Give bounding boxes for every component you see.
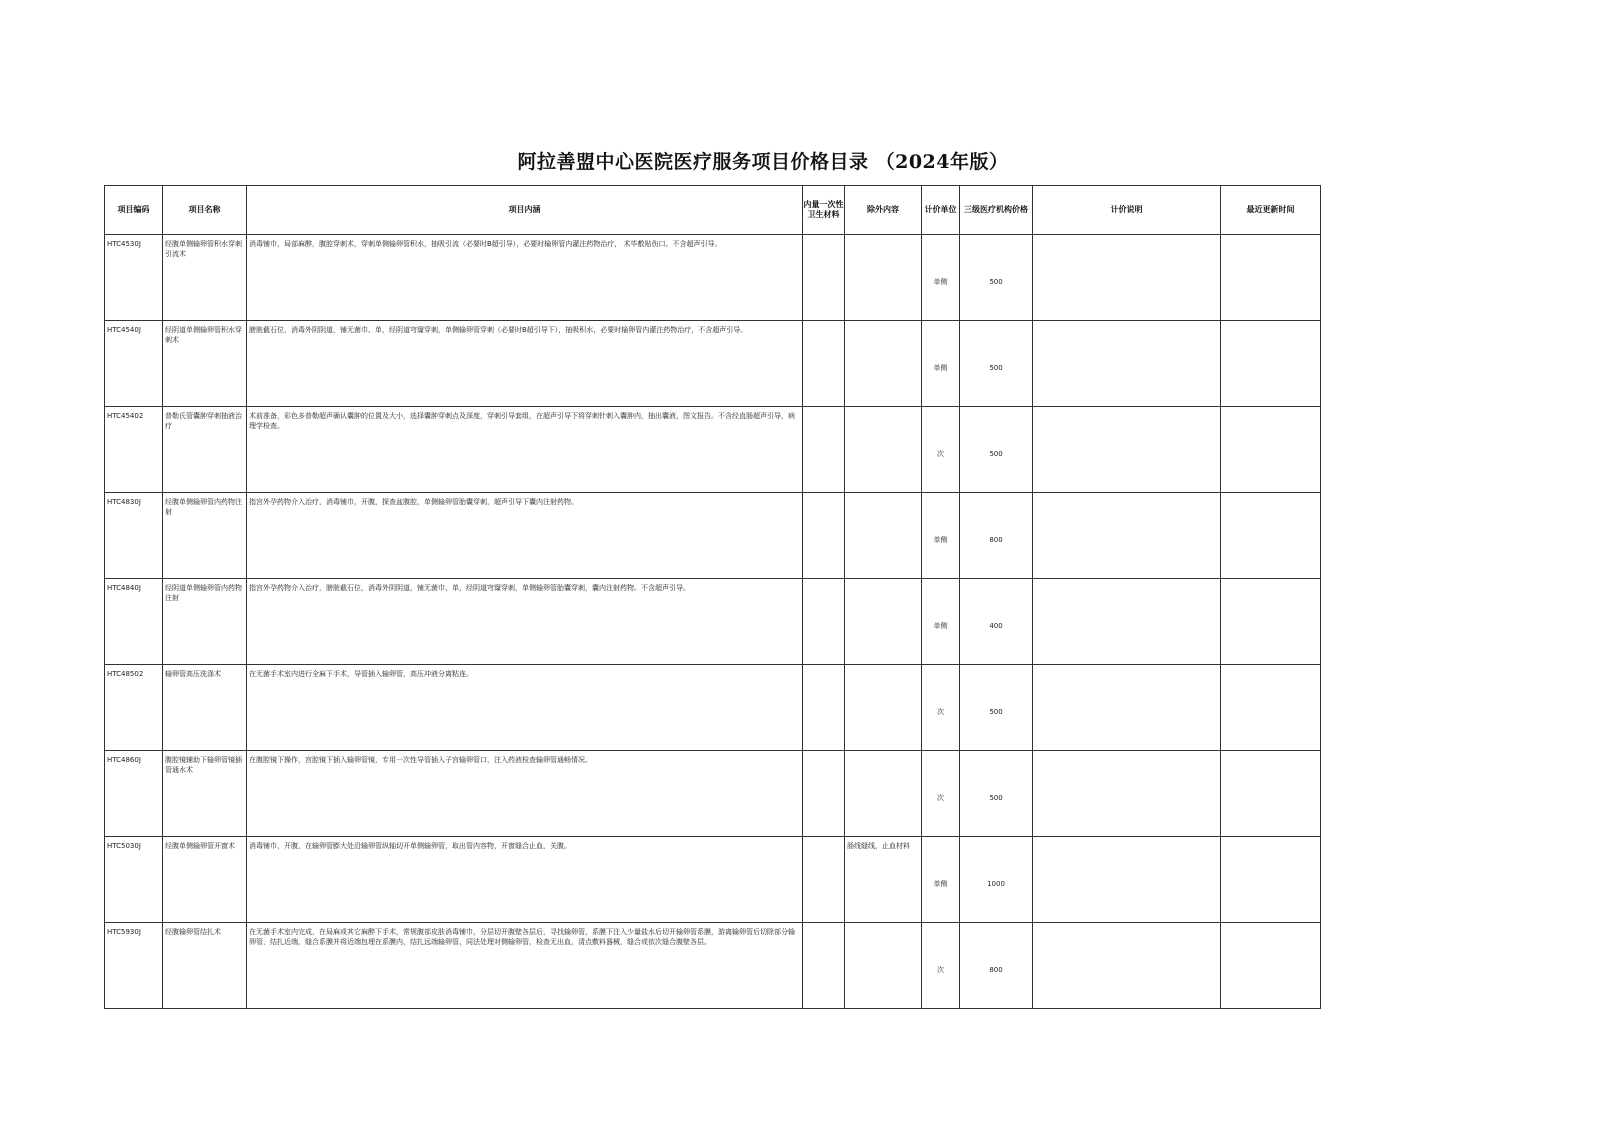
cell-updated	[1221, 923, 1321, 1009]
cell-excluded	[845, 665, 922, 751]
table-row	[105, 235, 1321, 321]
cell-updated	[1221, 235, 1321, 321]
price-table	[104, 185, 1321, 1009]
cell-excluded	[845, 321, 922, 407]
cell-note	[1033, 235, 1221, 321]
cell-name: 腹腔镜辅助下输卵管镜插管通水术	[163, 751, 247, 837]
table-row	[105, 493, 1321, 579]
cell-updated	[1221, 665, 1321, 751]
cell-name: 经腹单侧输卵管积水穿刺引流术	[163, 235, 247, 321]
cell-name: 经腹单侧输卵管内药物注射	[163, 493, 247, 579]
cell-code: HTC45402	[105, 407, 163, 493]
cell-updated	[1221, 751, 1321, 837]
cell-unit: 单侧	[922, 235, 960, 321]
cell-unit: 次	[922, 665, 960, 751]
cell-content: 在无菌手术室内进行全麻下手术，导管插入输卵管，高压冲液分离粘连。	[247, 665, 803, 751]
cell-consumable	[803, 321, 845, 407]
cell-content: 消毒铺巾，开腹，在输卵管膨大处沿输卵管纵轴切开单侧输卵管，取出管内容物，开窗缝合止血，关腹。	[247, 837, 803, 923]
cell-name: 经阴道单侧输卵管积水穿刺术	[163, 321, 247, 407]
cell-code: HTC4540J	[105, 321, 163, 407]
table-row	[105, 923, 1321, 1009]
cell-name: 经腹输卵管结扎术	[163, 923, 247, 1009]
cell-content: 在腹腔镜下操作，宫腔镜下插入输卵管镜，专用一次性导管插入子宫输卵管口，注入药液检查输卵管通畅情况。	[247, 751, 803, 837]
cell-note	[1033, 837, 1221, 923]
cell-price: 500	[960, 751, 1033, 837]
cell-unit: 单侧	[922, 837, 960, 923]
cell-unit: 单侧	[922, 321, 960, 407]
cell-updated	[1221, 837, 1321, 923]
cell-excluded	[845, 751, 922, 837]
cell-note	[1033, 923, 1221, 1009]
header-unit: 计价单位	[922, 186, 960, 235]
cell-note	[1033, 321, 1221, 407]
cell-excluded	[845, 579, 922, 665]
cell-note	[1033, 493, 1221, 579]
cell-excluded	[845, 493, 922, 579]
table-row	[105, 579, 1321, 665]
cell-excluded	[845, 407, 922, 493]
cell-content: 膀胱截石位，消毒外阴阴道，铺无菌巾、单，经阴道穹窿穿刺，单侧输卵管穿刺（必要时B超引导下），抽吸积水，必要时输卵管内灌注药物治疗，不含超声引导。	[247, 321, 803, 407]
cell-note	[1033, 665, 1221, 751]
cell-price: 400	[960, 579, 1033, 665]
cell-note	[1033, 579, 1221, 665]
cell-unit: 次	[922, 407, 960, 493]
cell-price: 800	[960, 493, 1033, 579]
cell-updated	[1221, 493, 1321, 579]
cell-unit: 单侧	[922, 579, 960, 665]
cell-code: HTC5930J	[105, 923, 163, 1009]
cell-note	[1033, 407, 1221, 493]
header-updated: 最近更新时间	[1221, 186, 1321, 235]
cell-name: 输卵管高压洗涤术	[163, 665, 247, 751]
cell-consumable	[803, 235, 845, 321]
cell-consumable	[803, 493, 845, 579]
page-title: 阿拉善盟中心医院医疗服务项目价格目录 （2024年版）	[517, 151, 1009, 173]
header-content: 项目内涵	[247, 186, 803, 235]
cell-price: 500	[960, 321, 1033, 407]
cell-updated	[1221, 579, 1321, 665]
cell-consumable	[803, 751, 845, 837]
table-header-row	[105, 186, 1321, 235]
cell-price: 500	[960, 665, 1033, 751]
cell-consumable	[803, 923, 845, 1009]
table-row	[105, 407, 1321, 493]
table-row	[105, 751, 1321, 837]
cell-content: 术前准备，彩色多普勒超声确认囊肿的位置及大小，选择囊肿穿刺点及深度，穿刺引导套组，在超声引导下将穿刺针刺入囊肿内，抽出囊液，图文报告。不含经直肠超声引导，病理学检查。	[247, 407, 803, 493]
cell-name: 经阴道单侧输卵管内药物注射	[163, 579, 247, 665]
cell-consumable	[803, 665, 845, 751]
cell-consumable	[803, 407, 845, 493]
cell-content: 在无菌手术室内完成，在局麻或其它麻醉下手术，常规腹部皮肤消毒铺巾，分层切开腹壁各层后，寻找输卵管，系膜下注入少量盐水后切开输卵管系膜，游离输卵管后切除部分输卵管，结扎近端，缝合系膜并将近端包埋在系膜内，结扎远端输卵管，同法处理对侧输卵管，检查无出血，清点敷料器械，缝合或依次缝合腹壁各层。	[247, 923, 803, 1009]
cell-price: 500	[960, 235, 1033, 321]
cell-code: HTC4860J	[105, 751, 163, 837]
header-price: 三级医疗机构价格	[960, 186, 1033, 235]
cell-content: 指宫外孕药物介入治疗，消毒铺巾，开腹，探查盆腹腔，单侧输卵管胎囊穿刺，超声引导下囊内注射药物。	[247, 493, 803, 579]
header-code: 项目编码	[105, 186, 163, 235]
table-row	[105, 665, 1321, 751]
cell-code: HTC48502	[105, 665, 163, 751]
table-row	[105, 837, 1321, 923]
cell-content: 指宫外孕药物介入治疗，膀胱截石位，消毒外阴阴道，铺无菌巾、单，经阴道穹窿穿刺，单侧输卵管胎囊穿刺，囊内注射药物。不含超声引导。	[247, 579, 803, 665]
table-row	[105, 321, 1321, 407]
header-consumable: 内量一次性卫生材料	[803, 186, 845, 235]
cell-excluded	[845, 923, 922, 1009]
cell-unit: 单侧	[922, 493, 960, 579]
cell-price: 1000	[960, 837, 1033, 923]
cell-content: 消毒铺巾，局部麻醉，腹腔穿刺术，穿刺单侧输卵管积水，抽吸引流（必要时B超引导），必要时输卵管内灌注药物治疗， 术毕敷贴伤口。不含超声引导。	[247, 235, 803, 321]
cell-updated	[1221, 321, 1321, 407]
cell-code: HTC4530J	[105, 235, 163, 321]
cell-price: 500	[960, 407, 1033, 493]
cell-name: 经腹单侧输卵管开窗术	[163, 837, 247, 923]
cell-updated	[1221, 407, 1321, 493]
cell-code: HTC4840J	[105, 579, 163, 665]
cell-code: HTC5030J	[105, 837, 163, 923]
cell-unit: 次	[922, 751, 960, 837]
cell-consumable	[803, 579, 845, 665]
cell-excluded	[845, 235, 922, 321]
cell-unit: 次	[922, 923, 960, 1009]
cell-excluded: 肠线缝线，止血材料	[845, 837, 922, 923]
header-name: 项目名称	[163, 186, 247, 235]
cell-consumable	[803, 837, 845, 923]
cell-price: 800	[960, 923, 1033, 1009]
header-excluded: 除外内容	[845, 186, 922, 235]
cell-code: HTC4830J	[105, 493, 163, 579]
cell-note	[1033, 751, 1221, 837]
header-note: 计价说明	[1033, 186, 1221, 235]
cell-name: 普勒氏管囊肿穿刺抽液治疗	[163, 407, 247, 493]
